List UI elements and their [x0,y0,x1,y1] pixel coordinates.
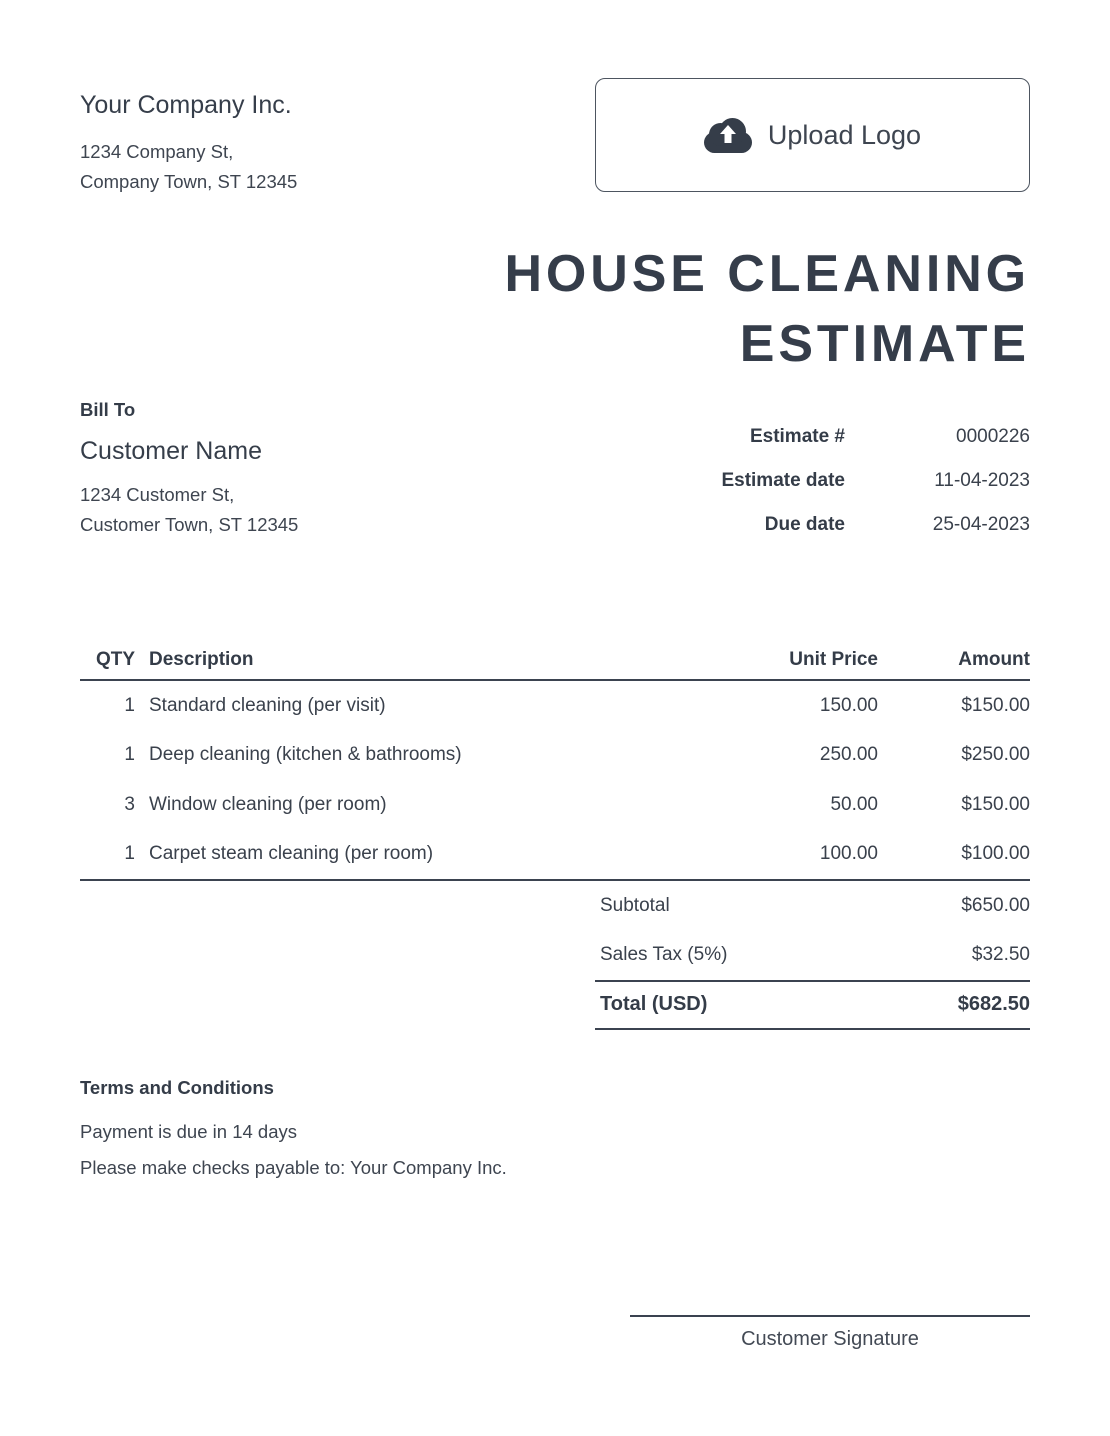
terms-line2: Please make checks payable to: Your Company Inc. [80,1156,507,1178]
customer-name: Customer Name [80,437,262,465]
item-qty: 1 [124,694,135,716]
estimate-meta-block [595,425,1030,557]
item-description: Standard cleaning (per visit) [149,694,386,716]
items-table-header [80,648,1030,681]
subtotal-row [595,881,1030,931]
item-unit-price: 150.00 [819,694,878,716]
item-amount: $100.00 [961,843,1030,865]
items-table [80,648,1030,881]
header-amount: Amount [958,649,1030,670]
item-description: Carpet steam cleaning (per room) [149,843,434,865]
upload-logo-button[interactable] [595,78,1030,192]
item-qty: 3 [124,793,135,815]
item-unit-price: 250.00 [819,744,878,766]
item-qty: 1 [124,843,135,865]
total-row [595,980,1030,1030]
company-address-line2: Company Town, ST 12345 [80,171,298,192]
company-name: Your Company Inc. [80,91,292,119]
cloud-upload-icon [704,118,752,153]
upload-logo-label: Upload Logo [767,119,922,150]
info-section [80,399,1030,557]
subtotal-value: $650.00 [961,894,1030,916]
header-qty: QTY [95,649,135,670]
customer-signature-block [630,1315,1030,1351]
subtotal-label: Subtotal [600,894,670,916]
due-date-row [595,513,1030,537]
sales-tax-row [595,931,1030,981]
customer-address-line2: Customer Town, ST 12345 [80,514,299,535]
terms-line1: Payment is due in 14 days [80,1120,297,1142]
sales-tax-label: Sales Tax (5%) [600,944,728,966]
estimate-date-label: Estimate date [721,470,845,491]
terms-heading: Terms and Conditions [80,1076,274,1098]
document-title-line2: ESTIMATE [739,315,1030,373]
table-row [80,681,1030,731]
estimate-date-value: 11-04-2023 [934,470,1030,491]
estimate-number-label: Estimate # [749,426,845,447]
items-table-body [80,681,1030,881]
bill-to-heading: Bill To [80,399,136,420]
document-header [80,78,1030,197]
header-unit-price: Unit Price [789,649,878,670]
company-address-line1: 1234 Company St, [80,141,234,162]
item-amount: $150.00 [961,793,1030,815]
bill-to-block [80,399,298,557]
company-info [80,91,297,197]
terms-section [80,1077,1030,1186]
due-date-value: 25-04-2023 [932,514,1030,535]
total-label: Total (USD) [600,993,708,1016]
item-amount: $150.00 [961,694,1030,716]
item-unit-price: 100.00 [819,843,878,865]
document-title-line1: HOUSE CLEANING [504,245,1030,303]
estimate-date-row [595,469,1030,493]
totals-block [595,881,1030,1030]
estimate-number-value: 0000226 [956,426,1030,447]
sales-tax-value: $32.50 [971,944,1030,966]
document-title [80,239,1030,379]
item-description: Deep cleaning (kitchen & bathrooms) [149,744,462,766]
item-qty: 1 [124,744,135,766]
item-unit-price: 50.00 [830,793,878,815]
estimate-number-row [595,425,1030,449]
total-value: $682.50 [957,993,1030,1016]
table-row [80,731,1030,781]
header-description: Description [149,649,254,670]
table-row [80,780,1030,830]
due-date-label: Due date [764,514,845,535]
table-row [80,830,1030,880]
customer-signature-label: Customer Signature [741,1328,919,1350]
item-description: Window cleaning (per room) [149,793,387,815]
customer-address-line1: 1234 Customer St, [80,484,235,505]
item-amount: $250.00 [961,744,1030,766]
